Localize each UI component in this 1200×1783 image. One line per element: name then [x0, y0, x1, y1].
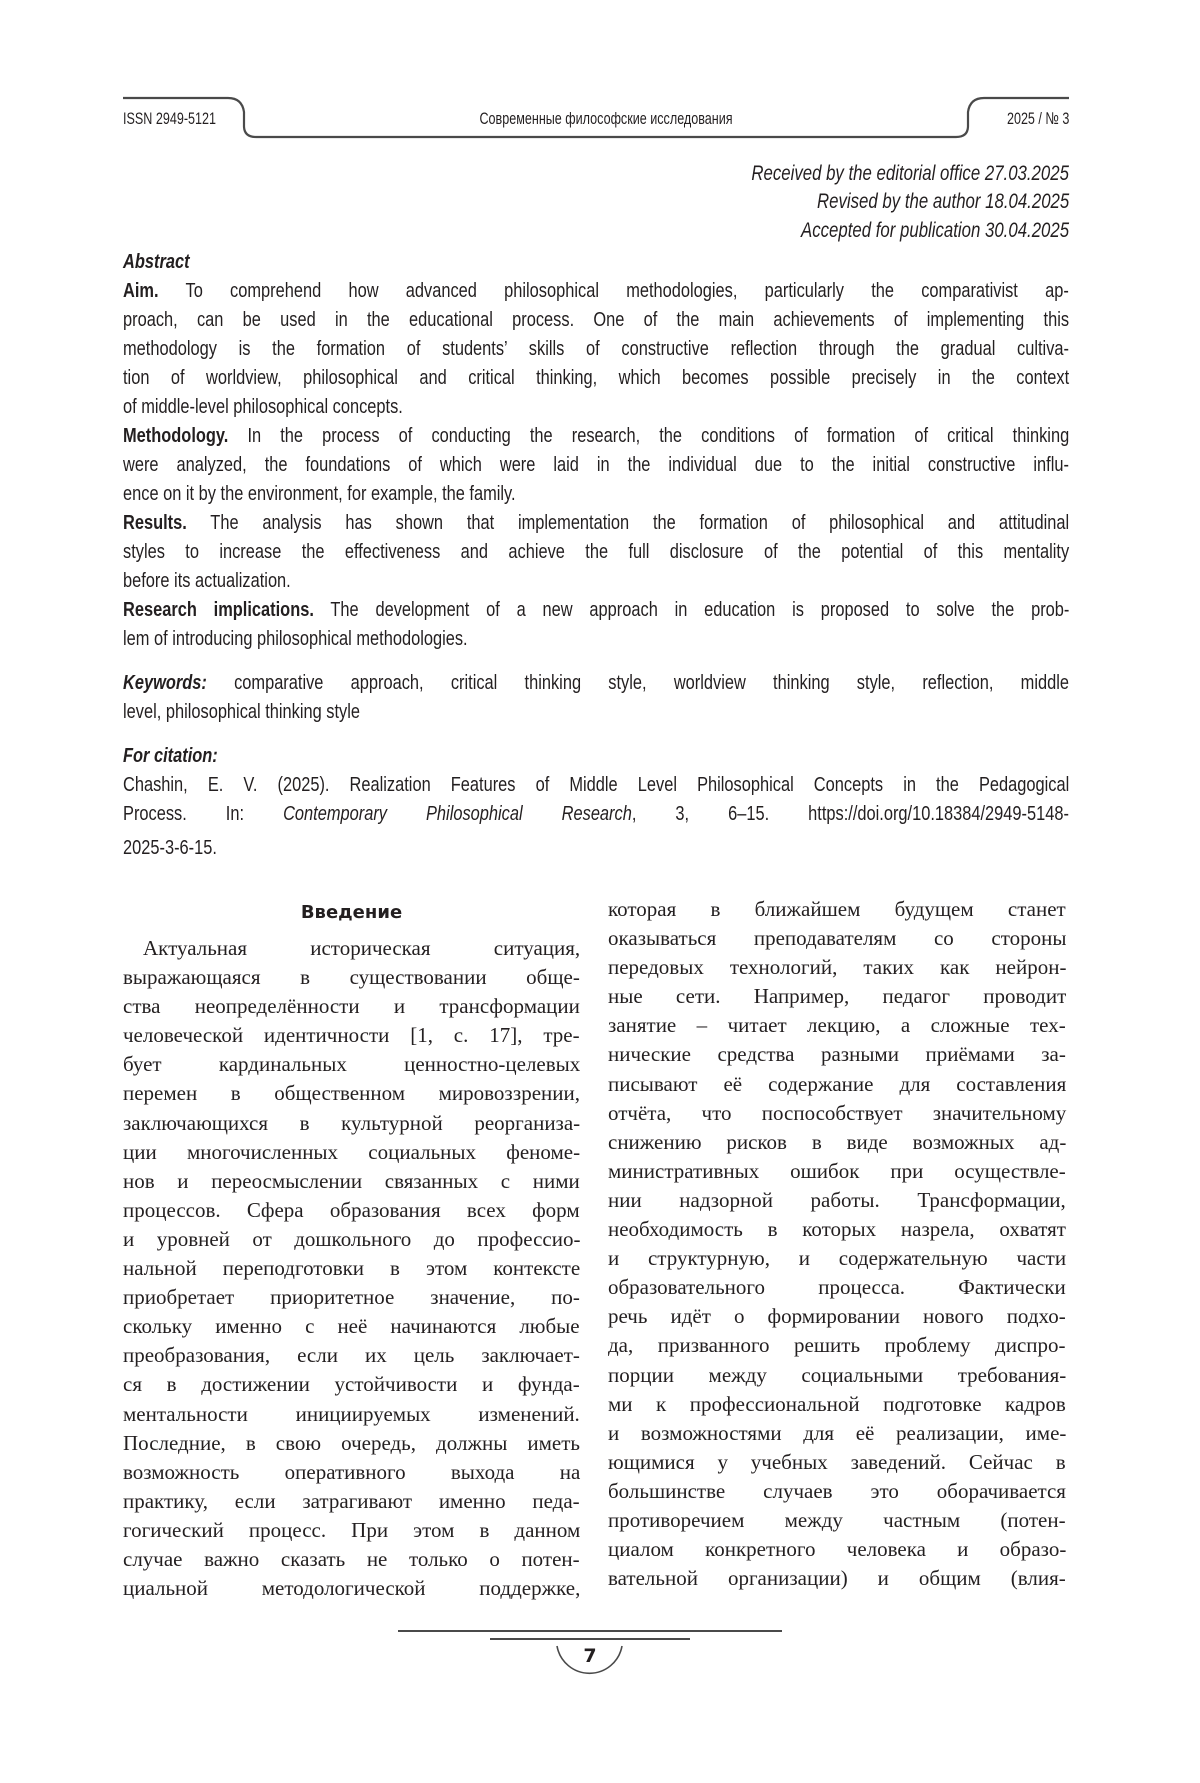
body-text-line: бует кардинальных ценностно-целевых	[123, 1050, 580, 1079]
body-text-line: нальной переподготовки в этом контексте	[123, 1254, 580, 1283]
results-label: Results.	[123, 511, 187, 534]
accepted-date: Accepted for publication 30.04.2025	[734, 217, 1069, 245]
aim-line: Aim. To comprehend how advanced philosophical methodologies, particularly the comparativist ap-	[123, 276, 1069, 305]
body-text-line: противоречием между частным (потен-	[608, 1506, 1066, 1535]
body-text-line: речь идёт о формировании нового подхо-	[608, 1302, 1066, 1331]
issue-number: 2025 / № 3	[985, 108, 1069, 130]
abstract-title: Abstract	[123, 247, 1069, 276]
aim-line: of middle-level philosophical concepts.	[123, 392, 1069, 421]
citation-line	[123, 833, 1069, 862]
body-text-line: нические средства разными приёмами за-	[608, 1040, 1066, 1069]
right-column	[608, 895, 1066, 1593]
body-text-line: снижению рисков в виде возможных ад-	[608, 1128, 1066, 1157]
methodology-line: ence on it by the environment, for example, the family.	[123, 479, 1069, 508]
body-text-line: большинстве случаев это оборачивается	[608, 1477, 1066, 1506]
body-text-line: и возможностями для её реализации, име-	[608, 1419, 1066, 1448]
methodology-line: were analyzed, the foundations of which were laid in the individual due to the initial constructive influ-	[123, 450, 1069, 479]
received-date: Received by the editorial office 27.03.2025	[672, 160, 1069, 188]
left-column	[123, 934, 580, 1603]
body-text-line: скольку именно с неё начинаются любые	[123, 1312, 580, 1341]
body-text-line: ства неопределённости и трансформации	[123, 992, 580, 1021]
citation-label: For citation:	[123, 741, 1069, 770]
body-text-line: образовательного процесса. Фактически	[608, 1273, 1066, 1302]
body-text-line: практику, если затрагивают именно педа-	[123, 1487, 580, 1516]
keywords-label: Keywords:	[123, 671, 207, 694]
body-text-line: перемен в общественном мировоззрении,	[123, 1079, 580, 1108]
implications-line: Research implications. The development of a new approach in education is proposed to solve the prob-	[123, 595, 1069, 624]
citation	[123, 741, 1069, 862]
body-text-line: циалом конкретного человека и образо-	[608, 1535, 1066, 1564]
body-text-line: занятие – читает лекцию, а сложные тех-	[608, 1011, 1066, 1040]
page-number: 7	[570, 1645, 610, 1667]
body-text-line: министративных ошибок при осуществле-	[608, 1157, 1066, 1186]
body-text-line: ся в достижении устойчивости и фунда-	[123, 1370, 580, 1399]
revised-date: Revised by the author 18.04.2025	[754, 188, 1069, 216]
implications-line: lem of introducing philosophical methodologies.	[123, 624, 1069, 653]
body-text-line: писывают её содержание для составления	[608, 1070, 1066, 1099]
aim-line: methodology is the formation of students’ skills of constructive reflection through the gradual cultiva-	[123, 334, 1069, 363]
body-text-line: ные сети. Например, педагог проводит	[608, 982, 1066, 1011]
body-text-line: приобретает приоритетное значение, по-	[123, 1283, 580, 1312]
body-text-line: и уровней от дошкольного до профессио-	[123, 1225, 580, 1254]
methodology-label: Methodology.	[123, 424, 228, 447]
body-text-line: человеческой идентичности [1, с. 17], тре-	[123, 1021, 580, 1050]
body-text-line: которая в ближайшем будущем станет	[608, 895, 1066, 924]
body-text-line: и структурную, и содержательную части	[608, 1244, 1066, 1273]
body-text-line: ментальности инициируемых изменений.	[123, 1400, 580, 1429]
aim-line: tion of worldview, philosophical and critical thinking, which becomes possible precisely in the context	[123, 363, 1069, 392]
body-text-line: ющимися у учебных заведений. Сейчас в	[608, 1448, 1066, 1477]
body-text-line: гогический процесс. При этом в данном	[123, 1516, 580, 1545]
keywords	[123, 668, 1069, 726]
keywords-line: level, philosophical thinking style	[123, 697, 1069, 726]
body-text-line: нии надзорной работы. Трансформации,	[608, 1186, 1066, 1215]
body-text-line: процессов. Сфера образования всех форм	[123, 1196, 580, 1225]
aim-label: Aim.	[123, 279, 159, 302]
body-text-line: отчёта, что поспособствует значительному	[608, 1099, 1066, 1128]
body-text-line: передовых технологий, таких как нейрон-	[608, 953, 1066, 982]
body-text-line: заключающихся в культурной реорганиза-	[123, 1109, 580, 1138]
results-line: before its actualization.	[123, 566, 1069, 595]
body-text-line: да, призванного решить проблему диспро-	[608, 1331, 1066, 1360]
body-text-line: оказываться преподавателям со стороны	[608, 924, 1066, 953]
body-text-line: случае важно сказать не только о потен-	[123, 1545, 580, 1574]
section-heading: Введение	[123, 900, 580, 926]
body-text-line: необходимость в которых назрела, охватят	[608, 1215, 1066, 1244]
journal-title: Современные философские исследования	[356, 108, 856, 130]
results-line: styles to increase the effectiveness and achieve the full disclosure of the potential of this mentality	[123, 537, 1069, 566]
keywords-line: Keywords: comparative approach, critical thinking style, worldview thinking style, reflection, middle	[123, 668, 1069, 697]
body-text-line: циальной методологической поддержке,	[123, 1574, 580, 1603]
citation-line: Process. In: Contemporary Philosophical Research, 3, 6–15. https://doi.org/10.18384/2949-5148-	[123, 799, 1069, 828]
body-text-line: Последние, в свою очередь, должны иметь	[123, 1429, 580, 1458]
aim-line: proach, can be used in the educational process. One of the main achievements of implementing this	[123, 305, 1069, 334]
journal-name: Contemporary Philosophical Research	[283, 802, 632, 825]
issn: ISSN 2949-5121	[123, 108, 249, 130]
body-text-line: ми к профессиональной подготовке кадров	[608, 1390, 1066, 1419]
abstract	[123, 247, 1069, 653]
body-text-line: возможность оперативного выхода на	[123, 1458, 580, 1487]
body-text-line: выражающаяся в существовании обще-	[123, 963, 580, 992]
body-text-line: порции между социальными требования-	[608, 1361, 1066, 1390]
body-text-line: нов и переосмыслении связанных с ними	[123, 1167, 580, 1196]
body-text-line: вательной организации) и общим (влия-	[608, 1564, 1066, 1593]
body-text-line: преобразования, если их цель заключает-	[123, 1341, 580, 1370]
results-line: Results. The analysis has shown that implementation the formation of philosophical and attitudinal	[123, 508, 1069, 537]
body-text-line: Актуальная историческая ситуация,	[123, 934, 580, 963]
body-text-line: ции многочисленных социальных феноме-	[123, 1138, 580, 1167]
implications-label: Research implications.	[123, 598, 314, 621]
doi-link[interactable]: 2025-3-6-15.	[123, 833, 217, 862]
citation-line: Chashin, E. V. (2025). Realization Features of Middle Level Philosophical Concepts in the Pedagogical	[123, 770, 1069, 799]
methodology-line: Methodology. In the process of conducting the research, the conditions of formation of critical thinking	[123, 421, 1069, 450]
